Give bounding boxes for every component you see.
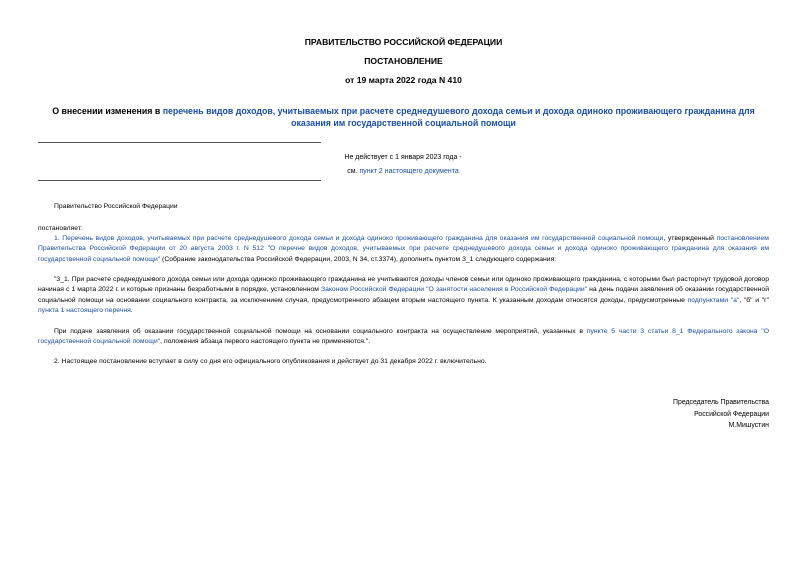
status-note-link[interactable]: пункт 2 настоящего документа [359,168,459,175]
p1-text-2: (Собрание законодательства Российской Федерации, 2003, N 34, ст.3374), дополнить пунктом 3_1 следующего содержания: [160,255,557,263]
paragraph-4: 2. Настоящее постановление вступает в силу со дня его официального опубликования и действует до 31 декабря 2022 г. включительно. [54,358,487,365]
p3-link-federal-law[interactable]: пункте 5 части 3 статьи 8_1 Федерального закона "О государственной социальной помощи" [38,328,769,346]
org-heading: ПРАВИТЕЛЬСТВО РОССИЙСКОЙ ФЕДЕРАЦИИ [304,37,503,47]
status-note-line1: Не действует с 1 января 2023 года - [344,154,462,161]
paragraph-3 [38,327,769,348]
status-note-line2 [322,165,484,179]
divider-bottom [38,180,321,181]
doc-type-heading: ПОСТАНОВЛЕНИЕ [364,56,443,66]
p2-text-2: на день подачи заявления об оказании государственной социальной помощи на основании социального контракта, за исключением случая, предусмотренного абзацем вторым настоящего пункта. К указанным доходам относятся доходы, предусмотренные [38,286,769,304]
resolves-text: постановляет: [38,225,83,232]
status-note-prefix: см. [347,168,360,175]
p2-link-item1[interactable]: пункта 1 настоящего перечня [38,306,131,314]
document-title [38,105,769,129]
signature-line1: Председатель Правительства [673,399,769,406]
signature-line3: М.Мишустин [728,422,769,429]
p2-link-subparagraphs[interactable]: подпунктами "а" [687,296,740,304]
date-number-heading: от 19 марта 2022 года N 410 [345,75,462,85]
authority-text: Правительство Российской Федерации [54,203,178,210]
p2-link-law[interactable]: Законом Российской Федерации "О занятости населения в Российской Федерации" [321,286,588,294]
paragraph-2 [38,275,769,316]
p2-text-3: , "б" и "г" [739,296,769,304]
p2-text-1: "3_1. При расчете среднедушевого дохода семьи или дохода одиноко проживающего гражданина не учитываются доходы членов семьи или одиноко проживающего гражданина, с которыми был расторгнут трудовой договор начиная с 1 марта 2022 г. и которые признаны безработными в порядке, установленном [38,276,769,294]
title-prefix: О внесении изменения в [52,106,163,116]
p3-text-1: При подаче заявления об оказании государственной социальной помощи на основании социального контракта на осуществление мероприятий, указанных в [54,328,587,335]
paragraph-1 [38,234,769,265]
divider-top [38,142,321,143]
signature-block [673,397,769,432]
title-link[interactable]: перечень видов доходов, учитываемых при расчете среднедушевого дохода семьи и дохода одиноко проживающего гражданина для оказания им государственной социальной помощи [162,106,755,128]
status-note [322,151,484,179]
p1-text-1: , утвержденный [663,235,717,242]
signature-line2: Российской Федерации [694,410,769,418]
p1-link-resolution[interactable]: постановлением Правительства Российской Федерации от 20 августа 2003 г. N 512 "О перечне видов доходов, учитываемых при расчете среднедушевого дохода семьи и дохода одиноко проживающего гражданина для оказания им государственной социальной помощи" [38,235,769,263]
p1-link-list[interactable]: 1. Перечень видов доходов, учитываемых при расчете среднедушевого дохода семьи и дохода одиноко проживающего гражданина для оказания им государственной социальной помощи [54,235,664,242]
p2-text-4: . [130,306,133,314]
p3-text-2: , положения абзаца первого настоящего пункта не применяются.". [160,338,371,346]
